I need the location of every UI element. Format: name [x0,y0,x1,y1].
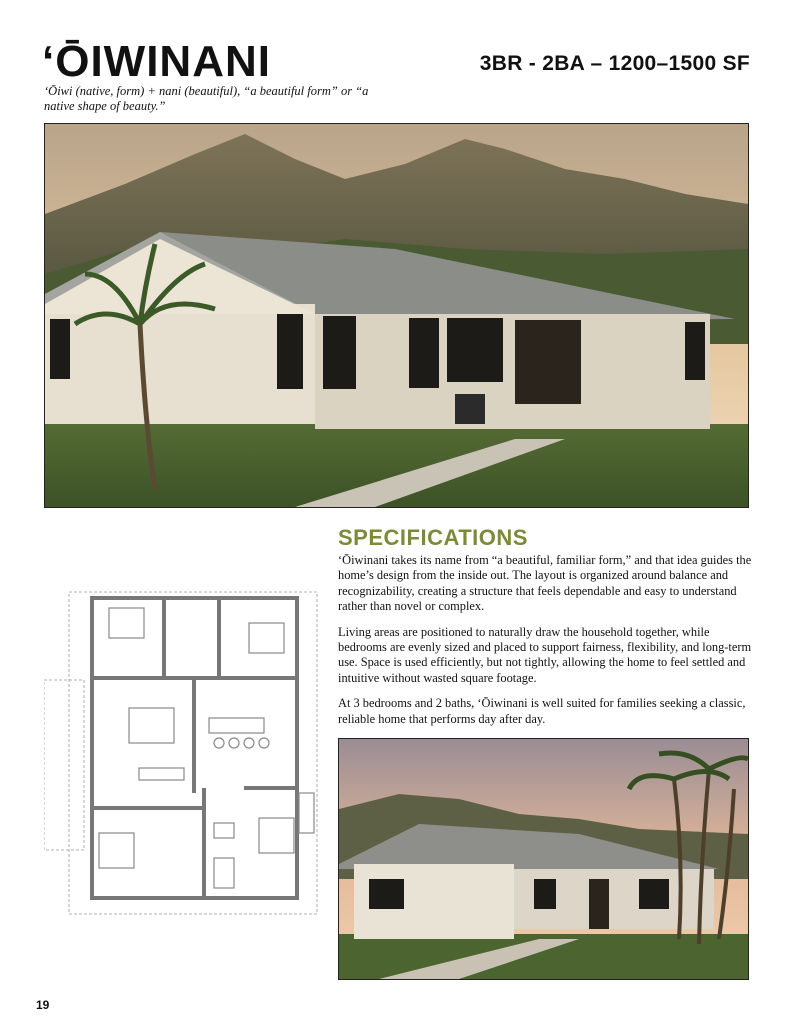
hero-house-photo [44,123,749,508]
spec-paragraph: Living areas are positioned to naturally draw the household together, while bedrooms are evenly sized and placed to support fairness, flexibility, and long-term use. Space is used efficiently, but not tightly, allowing the home to feel settled and intuitive without wasted square footage. [338,624,752,685]
specifications-heading: SPECIFICATIONS [338,525,528,550]
title-translation: ‘Ōiwi (native, form) + nani (beautiful), “a beautiful form” or “a native shape of beauty.” [44,84,369,113]
spec-paragraph: At 3 bedrooms and 2 baths, ‘Ōiwinani is well suited for families seeking a classic, reliable home that performs day after day. [338,696,746,726]
floor-plan-drawing [44,588,320,923]
specifications-body [338,553,752,737]
exterior-side-photo [338,738,749,980]
spec-paragraph: ‘Ōiwinani takes its name from “a beautiful, familiar form,” and that idea guides the home’s design from the inside out. The layout is organized around balance and recognizability, creating a structure that feels dependable and easy to understand rather than novel or complex. [338,553,752,614]
home-specs: 3BR - 2BA – 1200–1500 SF [479,52,750,75]
page-number: 19 [36,998,50,1012]
page-title: ‘ŌIWINANI [42,37,271,86]
